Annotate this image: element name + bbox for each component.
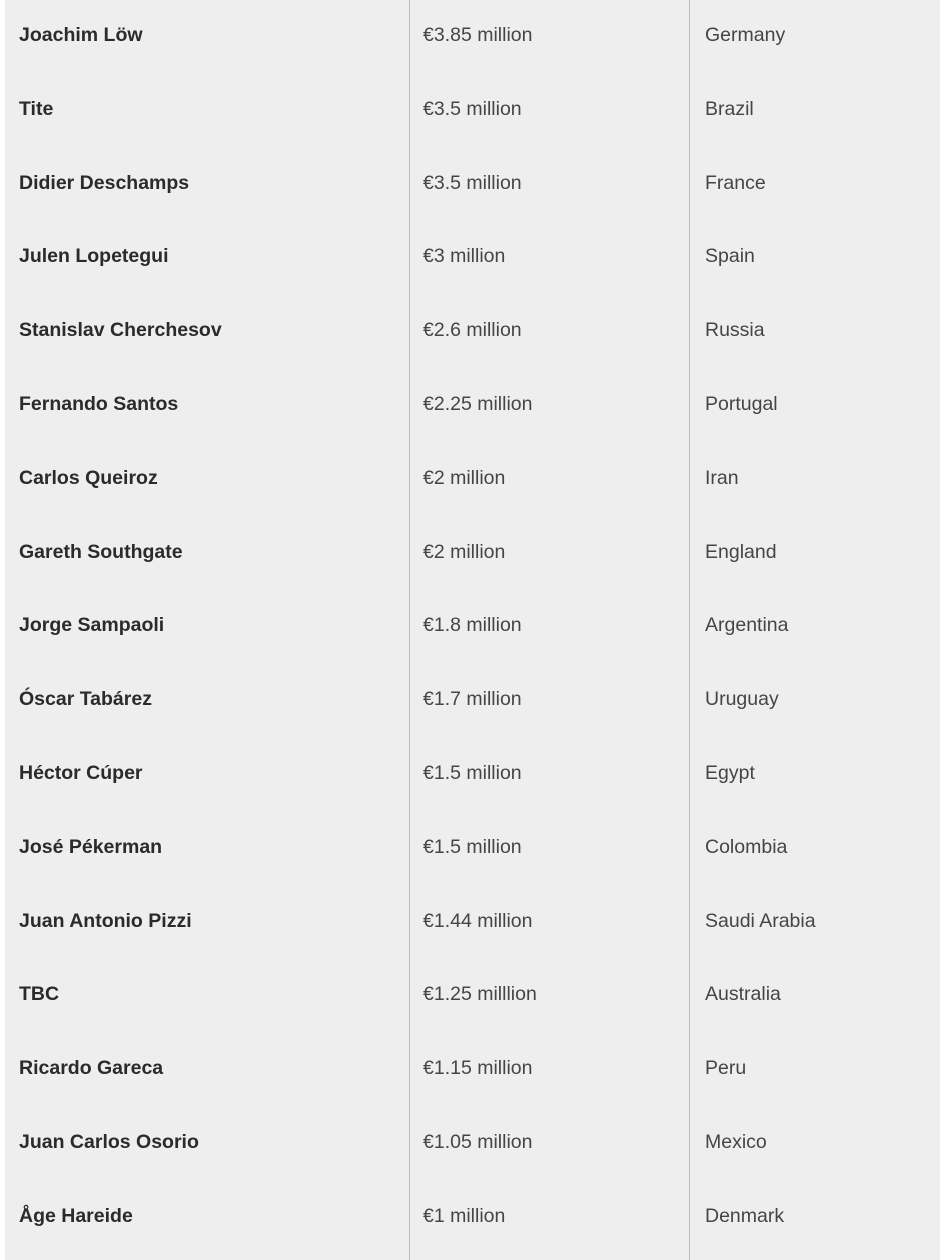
coach-name-cell: Jorge Sampaoli xyxy=(19,614,165,637)
coach-name-cell: Óscar Tabárez xyxy=(19,688,152,711)
country-cell: Denmark xyxy=(705,1204,785,1227)
country-cell: England xyxy=(705,540,777,563)
coach-name-cell: Ricardo Gareca xyxy=(19,1057,164,1080)
table-row xyxy=(5,812,940,886)
country-cell: Colombia xyxy=(705,835,788,858)
salary-cell: €1 million xyxy=(423,1204,506,1227)
salary-cell: €1.7 million xyxy=(423,688,522,711)
country-cell: Russia xyxy=(705,319,765,342)
salary-cell: €3.85 million xyxy=(423,24,533,46)
coach-name-cell: Åge Hareide xyxy=(19,1204,133,1227)
coach-name-cell: Héctor Cúper xyxy=(19,762,143,784)
table-row xyxy=(5,517,940,591)
salary-cell: €1.5 million xyxy=(423,762,522,784)
table-row xyxy=(5,1181,940,1255)
coach-name-cell: Fernando Santos xyxy=(19,393,179,415)
salary-cell: €1.5 million xyxy=(423,835,522,858)
table-row xyxy=(5,443,940,517)
salary-cell: €2.25 million xyxy=(423,393,533,415)
salary-table xyxy=(5,0,940,1260)
coach-name-cell: Juan Carlos Osorio xyxy=(19,1131,199,1153)
country-cell: Brazil xyxy=(705,97,754,120)
table-row xyxy=(5,148,940,222)
salary-cell: €3 million xyxy=(423,245,506,268)
country-cell: Uruguay xyxy=(705,688,779,711)
table-row xyxy=(5,295,940,369)
salary-cell: €1.25 milllion xyxy=(423,983,537,1006)
country-cell: Saudi Arabia xyxy=(705,909,816,932)
country-cell: Mexico xyxy=(705,1131,767,1153)
salary-cell: €2 million xyxy=(423,466,506,489)
table-row xyxy=(5,221,940,295)
table-row xyxy=(5,959,940,1033)
table-row xyxy=(5,1107,940,1181)
table-row xyxy=(5,0,940,74)
coach-name-cell: Tite xyxy=(19,97,54,120)
salary-cell: €1.05 million xyxy=(423,1131,533,1153)
table-row xyxy=(5,664,940,738)
country-cell: Germany xyxy=(705,24,786,46)
country-cell: Peru xyxy=(705,1057,747,1080)
coach-name-cell: Carlos Queiroz xyxy=(19,466,158,489)
coach-name-cell: Juan Antonio Pizzi xyxy=(19,909,192,932)
country-cell: Portugal xyxy=(705,393,778,415)
coach-name-cell: José Pékerman xyxy=(19,835,163,858)
country-cell: Australia xyxy=(705,983,781,1006)
salary-cell: €1.8 million xyxy=(423,614,522,637)
salary-cell: €3.5 million xyxy=(423,171,522,194)
salary-cell: €1.15 million xyxy=(423,1057,533,1080)
country-cell: Spain xyxy=(705,245,755,268)
salary-cell: €2 million xyxy=(423,540,506,563)
salary-cell: €2.6 million xyxy=(423,319,522,342)
coach-name-cell: Gareth Southgate xyxy=(19,540,183,563)
salary-cell: €3.5 million xyxy=(423,97,522,120)
country-cell: Iran xyxy=(705,466,739,489)
country-cell: France xyxy=(705,171,766,194)
coach-name-cell: Didier Deschamps xyxy=(19,171,190,194)
coach-name-cell: Julen Lopetegui xyxy=(19,245,169,268)
country-cell: Argentina xyxy=(705,614,789,637)
table-row xyxy=(5,886,940,960)
table-row xyxy=(5,738,940,812)
salary-cell: €1.44 million xyxy=(423,909,533,932)
coach-name-cell: Stanislav Cherchesov xyxy=(19,319,222,342)
country-cell: Egypt xyxy=(705,762,755,784)
coach-name-cell: Joachim Löw xyxy=(19,24,143,46)
coach-name-cell: TBC xyxy=(19,983,60,1006)
table-row xyxy=(5,590,940,664)
table-row xyxy=(5,74,940,148)
table-row xyxy=(5,369,940,443)
table-row xyxy=(5,1033,940,1107)
